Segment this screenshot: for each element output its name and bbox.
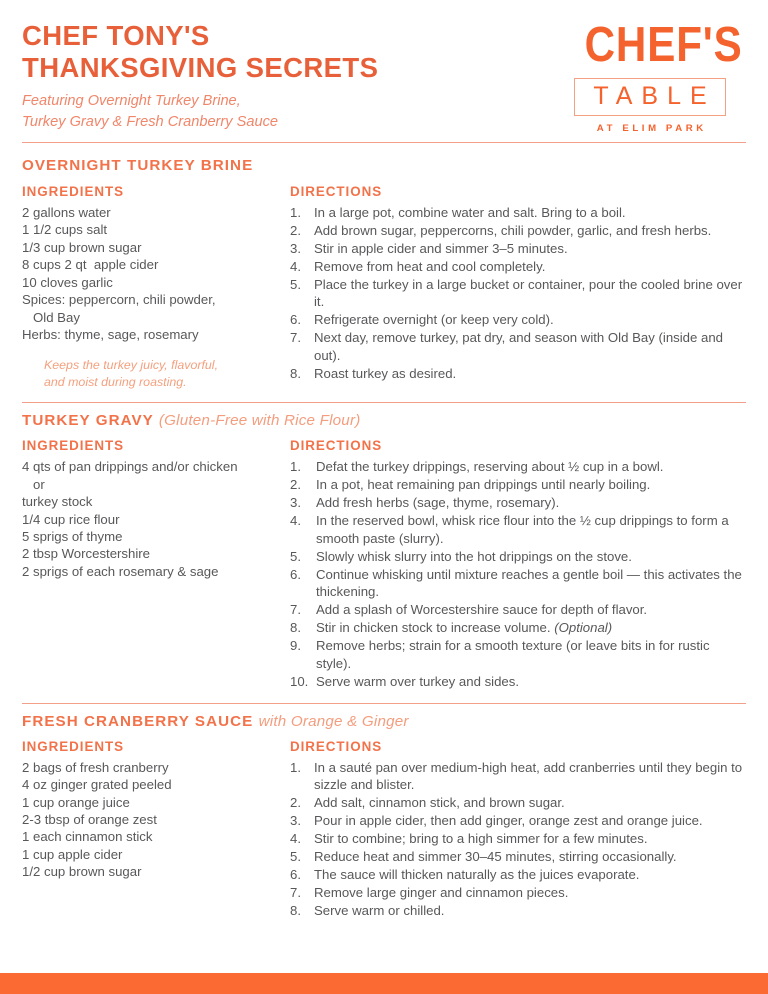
direction-step: Add a splash of Worcestershire sauce for depth of flavor.: [316, 602, 648, 618]
direction-step: Reduce heat and simmer 30–45 minutes, stirring occasionally.: [314, 849, 677, 865]
ingredient-item: 1/3 cup brown sugar: [22, 239, 142, 255]
logo-box: [574, 78, 726, 116]
directions-column: [290, 739, 746, 920]
page-subtitle: [22, 91, 582, 132]
logo-box-text: TABLE: [593, 82, 716, 111]
directions-column: [290, 184, 746, 383]
page-subtitle-line-2: Turkey Gravy & Fresh Cranberry Sauce: [22, 114, 279, 131]
ingredient-item: 2 bags of fresh cranberry: [22, 759, 169, 775]
section-fresh-cranberry-sauce: [22, 704, 746, 920]
brine-note: [22, 357, 290, 390]
brine-note-line-2: and moist during roasting.: [44, 374, 187, 389]
section-title: OVERNIGHT TURKEY BRINE: [22, 157, 254, 174]
page-subtitle-line-1: Featuring Overnight Turkey Brine,: [22, 93, 241, 110]
ingredients-list: [22, 204, 290, 343]
direction-step: Stir in apple cider and simmer 3–5 minutes.: [314, 240, 568, 256]
directions-label: DIRECTIONS: [290, 184, 383, 199]
direction-step: In the reserved bowl, whisk rice flour into the ½ cup drippings to form a smooth paste (slurry).: [316, 513, 729, 546]
ingredient-item: 1/2 cup brown sugar: [22, 864, 142, 880]
direction-step: Refrigerate overnight (or keep very cold).: [314, 312, 554, 328]
direction-step: Defat the turkey drippings, reserving about ½ cup in a bowl.: [316, 459, 664, 475]
section-heading: [22, 713, 746, 730]
section-columns: [22, 739, 746, 920]
chefs-table-logo: [574, 18, 743, 135]
ingredient-item: 2 sprigs of each rosemary & sage: [22, 563, 219, 579]
ingredient-item: 1 cup orange juice: [22, 794, 130, 810]
page-title-line-2: THANKSGIVING SECRETS: [22, 52, 379, 84]
ingredient-item: 4 qts of pan drippings and/or chicken: [22, 459, 238, 475]
page-title-line-1: CHEF TONY'S: [22, 20, 210, 51]
ingredients-column: [22, 739, 290, 881]
title-block: [22, 20, 582, 133]
ingredient-item: 1 each cinnamon stick: [22, 829, 153, 845]
directions-label: DIRECTIONS: [290, 738, 383, 754]
directions-list: [290, 458, 746, 690]
direction-step: Next day, remove turkey, pat dry, and season with Old Bay (inside and out).: [314, 330, 724, 363]
directions-label: DIRECTIONS: [290, 438, 383, 454]
ingredients-label: INGREDIENTS: [22, 438, 124, 454]
direction-step: In a sauté pan over medium-high heat, add cranberries until they begin to sizzle and blister.: [314, 759, 743, 793]
direction-step: Remove herbs; strain for a smooth texture (or leave bits in for rustic style).: [316, 638, 710, 671]
direction-step: In a pot, heat remaining pan drippings until nearly boiling.: [316, 477, 651, 493]
section-turkey-gravy: [22, 403, 746, 690]
direction-step: Place the turkey in a large bucket or container, pour the cooled brine over it.: [314, 276, 743, 310]
direction-step: Add salt, cinnamon stick, and brown sugar.: [314, 795, 565, 811]
direction-step: Pour in apple cider, then add ginger, orange zest and orange juice.: [314, 813, 703, 829]
ingredient-item: 1 cup apple cider: [22, 846, 123, 862]
ingredients-column: [22, 184, 290, 390]
direction-step: Remove from heat and cool completely.: [314, 258, 546, 274]
direction-step: Stir in chicken stock to increase volume. (Optional): [316, 620, 613, 636]
ingredient-item: 1 1/2 cups salt: [22, 222, 108, 238]
ingredients-list: [22, 458, 290, 580]
section-title: FRESH CRANBERRY SAUCE: [22, 712, 254, 730]
ingredient-item: 2 gallons water: [22, 205, 111, 220]
directions-list: [290, 204, 746, 382]
ingredient-item: 5 sprigs of thyme: [22, 529, 123, 545]
direction-step: Continue whisking until mixture reaches a gentle boil — this activates the thickening.: [316, 566, 742, 600]
section-columns: [22, 438, 746, 690]
ingredient-item: or: [22, 476, 45, 492]
ingredient-item: 2-3 tbsp of orange zest: [22, 811, 157, 827]
ingredient-item: 8 cups 2 qt apple cider: [22, 257, 159, 273]
logo-wordmark: CHEF'S: [584, 18, 743, 72]
directions-column: [290, 438, 746, 690]
direction-step: In a large pot, combine water and salt. Bring to a boil.: [314, 205, 626, 220]
section-columns: [22, 184, 746, 390]
page-title: [22, 20, 582, 84]
page-header: [22, 0, 746, 142]
ingredient-item: Old Bay: [22, 309, 80, 325]
section-overnight-turkey-brine: [22, 143, 746, 390]
direction-step: Roast turkey as desired.: [314, 365, 457, 381]
ingredient-item: Spices: peppercorn, chili powder,: [22, 292, 216, 308]
direction-step: Add fresh herbs (sage, thyme, rosemary).: [316, 495, 560, 511]
ingredients-column: [22, 438, 290, 580]
ingredient-item: 2 tbsp Worcestershire: [22, 546, 151, 562]
direction-step: The sauce will thicken naturally as the juices evaporate.: [314, 867, 640, 883]
direction-step: Remove large ginger and cinnamon pieces.: [314, 885, 569, 901]
direction-step: Serve warm over turkey and sides.: [316, 673, 520, 689]
ingredient-item: 1/4 cup rice flour: [22, 511, 120, 527]
logo-tagline: AT ELIM PARK: [596, 123, 707, 135]
section-title: TURKEY GRAVY: [22, 412, 154, 430]
section-qualifier: (Gluten-Free with Rice Flour): [158, 412, 361, 430]
ingredients-list: [22, 759, 290, 881]
direction-step: Stir to combine; bring to a high simmer for a few minutes.: [314, 831, 648, 847]
brine-note-line-1: Keeps the turkey juicy, flavorful,: [44, 358, 219, 373]
directions-list: [290, 759, 746, 920]
footer-accent-bar: [0, 973, 768, 994]
ingredients-label: INGREDIENTS: [22, 738, 124, 754]
ingredient-item: turkey stock: [22, 494, 93, 510]
ingredient-item: 10 cloves garlic: [22, 274, 113, 290]
ingredient-item: 4 oz ginger grated peeled: [22, 777, 172, 793]
section-heading: [22, 157, 746, 174]
direction-step: Slowly whisk slurry into the hot drippings on the stove.: [316, 548, 632, 564]
ingredient-item: Herbs: thyme, sage, rosemary: [22, 326, 199, 342]
direction-step: Serve warm or chilled.: [314, 903, 445, 919]
section-qualifier: with Orange & Ginger: [258, 712, 409, 730]
direction-step: Add brown sugar, peppercorns, chili powder, garlic, and fresh herbs.: [314, 222, 712, 238]
ingredients-label: INGREDIENTS: [22, 184, 124, 199]
section-heading: [22, 412, 746, 429]
